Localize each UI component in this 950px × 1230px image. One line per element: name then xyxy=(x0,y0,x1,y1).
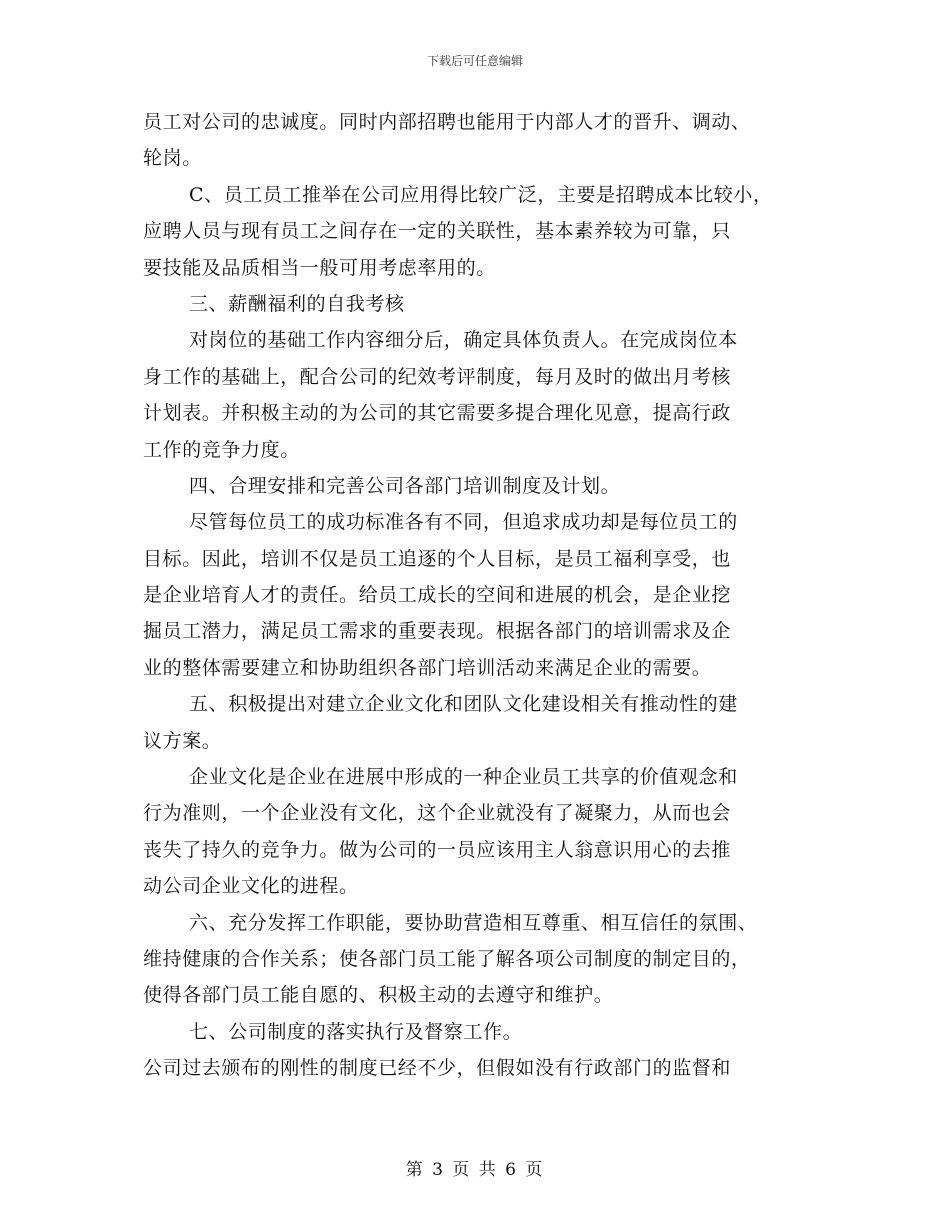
text-line: 计划表。并积极主动的为公司的其它需要多提合理化见意，提高行政 xyxy=(143,402,732,425)
text-line: 维持健康的合作关系；使各部门员工能了解各项公司制度的制定目的， xyxy=(143,947,751,970)
page-header-note: 下载后可任意编辑 xyxy=(426,54,523,68)
text-line: 七、公司制度的落实执行及督察工作。 xyxy=(189,1020,523,1043)
text-line: 六、充分发挥工作职能，要协助营造相互尊重、相互信任的氛围、 xyxy=(189,911,758,934)
text-line: 动公司企业文化的进程。 xyxy=(143,875,359,898)
text-line: 使得各部门员工能自愿的、积极主动的去遵守和维护。 xyxy=(143,984,614,1007)
text-line: 对岗位的基础工作内容细分后，确定具体负责人。在完成岗位本 xyxy=(189,329,738,352)
text-line: 丧失了持久的竞争力。做为公司的一员应该用主人翁意识用心的去推 xyxy=(143,838,732,861)
text-line: 四、合理安排和完善公司各部门培训制度及计划。 xyxy=(189,474,621,497)
text-line: C、员工员工推举在公司应用得比较广泛，主要是招聘成本比较小， xyxy=(189,183,773,206)
text-line: 三、薪酬福利的自我考核 xyxy=(189,292,405,315)
text-line: 身工作的基础上，配合公司的纪效考评制度，每月及时的做出月考核 xyxy=(143,365,732,388)
text-line: 应聘人员与现有员工之间存在一定的关联性，基本素养较为可靠，只 xyxy=(143,220,732,243)
text-line: 要技能及品质相当一般可用考虑率用的。 xyxy=(143,256,496,279)
text-line: 五、积极提出对建立企业文化和团队文化建设相关有推动性的建 xyxy=(189,693,738,716)
text-line: 工作的竞争力度。 xyxy=(143,438,300,461)
text-line: 公司过去颁布的刚性的制度已经不少，但假如没有行政部门的监督和 xyxy=(143,1057,732,1080)
text-line: 企业文化是企业在进展中形成的一种企业员工共享的价值观念和 xyxy=(189,766,738,789)
text-line: 尽管每位员工的成功标准各有不同，但追求成功却是每位员工的 xyxy=(189,511,738,534)
text-line: 业的整体需要建立和协助组织各部门培训活动来满足企业的需要。 xyxy=(143,656,712,679)
text-line: 员工对公司的忠诚度。同时内部招聘也能用于内部人才的晋升、调动、 xyxy=(143,111,751,133)
page-number-footer: 第 3 页 共 6 页 xyxy=(405,1160,545,1180)
text-line: 轮岗。 xyxy=(143,147,202,170)
body-text xyxy=(143,104,808,1087)
text-line: 是企业培育人才的责任。给员工成长的空间和进展的机会，是企业挖 xyxy=(143,584,732,607)
text-line: 议方案。 xyxy=(143,729,222,752)
text-line: 掘员工潜力，满足员工需求的重要表现。根据各部门的培训需求及企 xyxy=(143,620,732,643)
text-line: 行为准则，一个企业没有文化，这个企业就没有了凝聚力，从而也会 xyxy=(143,802,732,825)
text-line: 目标。因此，培训不仅是员工追逐的个人目标，是员工福利享受，也 xyxy=(143,547,732,570)
